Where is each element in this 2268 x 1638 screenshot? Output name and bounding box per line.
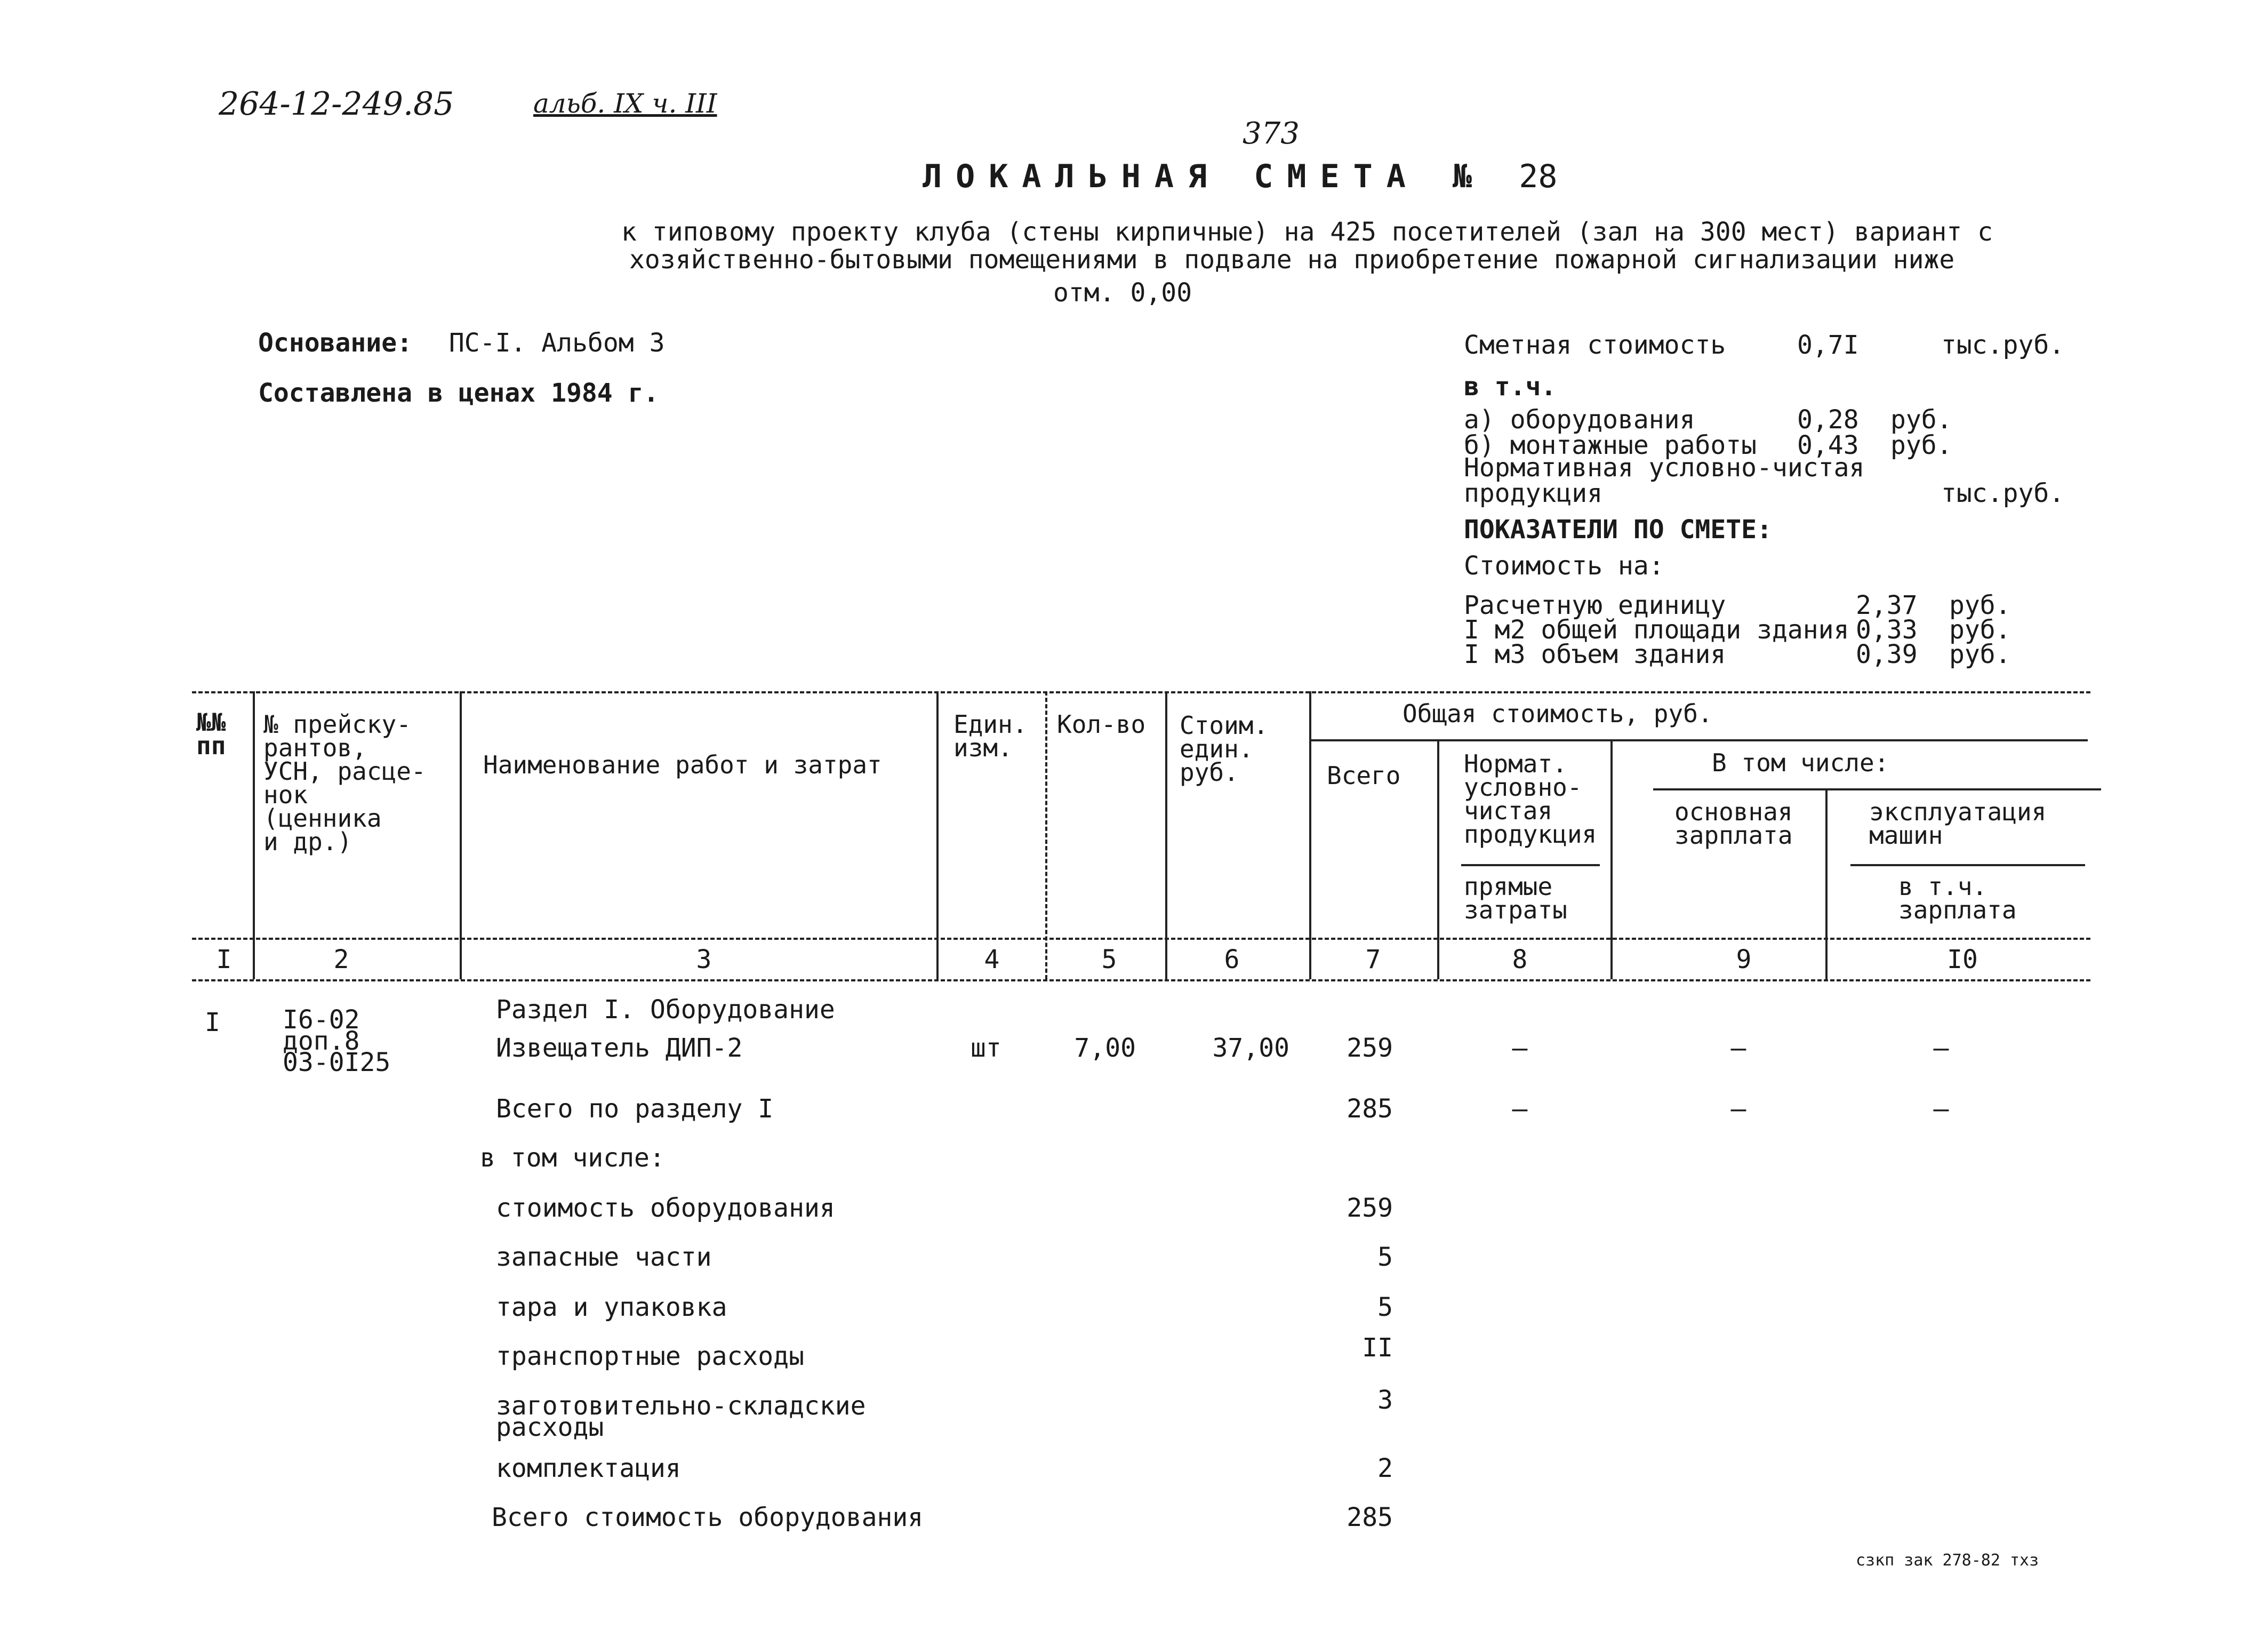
section-total-value: 285 xyxy=(1347,1094,1393,1124)
indicator-value: 0,39 xyxy=(1856,640,1918,669)
basis-line xyxy=(258,330,664,356)
including-subheading: в том числе: xyxy=(480,1143,665,1173)
installation-label: б) монтажные работы xyxy=(1464,430,1757,460)
rule-under-total-header xyxy=(1309,739,2088,741)
item-quantity: 7,00 xyxy=(1074,1033,1136,1063)
section-salary-value: – xyxy=(1730,1094,1746,1124)
subtitle-line-3: отм. 0,00 xyxy=(1053,278,1192,308)
page-number: 373 xyxy=(1243,116,1300,151)
item-code: I6-02 доп.8 03-0I25 xyxy=(283,1005,391,1077)
col-divider xyxy=(1309,691,1311,979)
col-number: I0 xyxy=(1947,945,1978,974)
col-header-direct-costs: прямые затраты xyxy=(1464,872,1567,924)
page-title xyxy=(923,158,1557,195)
col-divider xyxy=(1610,741,1613,979)
installation-unit: руб. xyxy=(1890,430,1952,460)
document-code: 264-12-249.85 xyxy=(219,85,454,123)
breakdown-value: 3 xyxy=(1377,1385,1393,1415)
col-header-total: Всего xyxy=(1327,761,1401,790)
breakdown-value: II xyxy=(1362,1333,1393,1363)
breakdown-value: 259 xyxy=(1347,1193,1393,1223)
indicators-label: ПОКАЗАТЕЛИ ПО СМЕТЕ: xyxy=(1464,515,1772,545)
col-number: I xyxy=(216,945,232,974)
col-header-unit: Един. изм. xyxy=(953,710,1028,762)
col-divider xyxy=(936,691,939,979)
col-header-quantity: Кол-во xyxy=(1057,710,1146,739)
prices-line: Составлена в ценах 1984 г. xyxy=(258,378,659,408)
breakdown-label: стоимость оборудования xyxy=(496,1193,835,1223)
equipment-label: а) оборудования xyxy=(1464,405,1695,435)
installation-value: 0,43 xyxy=(1797,430,1859,460)
equipment-total-label: Всего стоимость оборудования xyxy=(492,1503,924,1532)
item-normative-value: – xyxy=(1512,1033,1528,1063)
col-header-normative: Нормат. условно- чистая продукция xyxy=(1464,749,1597,849)
col-divider xyxy=(1045,691,1047,979)
col-number: 3 xyxy=(696,945,712,974)
rule-col8-split xyxy=(1461,864,1600,866)
equipment-unit: руб. xyxy=(1890,405,1952,435)
subtitle-line-1: к типовому проекту клуба (стены кирпичные) на 425 посетителей (зал на 300 мест) вариант с xyxy=(621,217,1993,247)
indicator-unit: руб. xyxy=(1949,590,2011,620)
normative-label-2: продукция xyxy=(1464,478,1603,508)
col-number: 2 xyxy=(333,945,349,974)
item-salary-value: – xyxy=(1730,1033,1746,1063)
indicator-value: 0,33 xyxy=(1856,615,1918,645)
col-divider xyxy=(1437,741,1439,979)
header-bottom-border xyxy=(192,938,2090,940)
indicator-label: I м2 общей площади здания xyxy=(1464,615,1849,645)
item-number: I xyxy=(205,1008,220,1037)
album-reference: альб. IX ч. III xyxy=(533,88,717,119)
estimated-cost-label: Сметная стоимость xyxy=(1464,330,1726,360)
breakdown-value: 5 xyxy=(1377,1292,1393,1322)
breakdown-label: заготовительно-складские расходы xyxy=(496,1391,866,1442)
col-divider xyxy=(1825,790,1828,979)
numbers-bottom-border xyxy=(192,979,2090,981)
indicator-unit: руб. xyxy=(1949,615,2011,645)
print-mark: сзкп зак 278-82 тхз xyxy=(1856,1551,2039,1570)
estimated-cost-value: 0,7I xyxy=(1797,330,1859,360)
basis-label: Основание: xyxy=(258,328,412,358)
rule-col10-split xyxy=(1850,864,2085,866)
breakdown-label: комплектация xyxy=(496,1453,681,1483)
col-header-number: №№ пп xyxy=(196,708,226,760)
breakdown-value: 5 xyxy=(1377,1242,1393,1272)
including-label: в т.ч. xyxy=(1464,372,1557,402)
breakdown-label: тара и упаковка xyxy=(496,1292,727,1322)
rule-under-incl-header xyxy=(1653,788,2101,790)
title-number: 28 xyxy=(1519,158,1558,195)
col-number: 6 xyxy=(1224,945,1240,974)
col-header-unit-cost: Стоим. един. руб. xyxy=(1180,711,1269,787)
basis-value: ПС-I. Альбом 3 xyxy=(448,328,665,358)
breakdown-label: транспортные расходы xyxy=(496,1341,804,1371)
col-number: 7 xyxy=(1365,945,1381,974)
col-number: 8 xyxy=(1512,945,1528,974)
col-divider xyxy=(460,691,462,979)
col-group-including: В том числе: xyxy=(1712,748,1889,777)
estimated-cost-unit: тыс.руб. xyxy=(1941,330,2065,360)
item-name: Извещатель ДИП-2 xyxy=(496,1033,743,1063)
section-title: Раздел I. Оборудование xyxy=(496,995,835,1025)
indicator-unit: руб. xyxy=(1949,640,2011,669)
breakdown-label: запасные части xyxy=(496,1242,712,1272)
item-unit: шт xyxy=(971,1033,1001,1063)
section-total-label: Всего по разделу I xyxy=(496,1094,774,1124)
col-divider xyxy=(253,691,255,979)
col-divider xyxy=(1165,691,1167,979)
col-header-pricelist: № прейску- рантов, УСН, расце- нок (ценника и др.) xyxy=(263,710,426,856)
section-machine-value: – xyxy=(1933,1094,1949,1124)
col-group-total-cost: Общая стоимость, руб. xyxy=(1403,699,1713,728)
cost-per-label: Стоимость на: xyxy=(1464,551,1664,581)
equipment-value: 0,28 xyxy=(1797,405,1859,435)
item-unit-price: 37,00 xyxy=(1212,1033,1289,1063)
indicator-label: Расчетную единицу xyxy=(1464,590,1726,620)
title-prefix: ЛОКАЛЬНАЯ СМЕТА № xyxy=(923,158,1486,195)
breakdown-value: 2 xyxy=(1377,1453,1393,1483)
item-total: 259 xyxy=(1347,1033,1393,1063)
indicator-label: I м3 объем здания xyxy=(1464,640,1726,669)
item-machine-value: – xyxy=(1933,1033,1949,1063)
subtitle-line-2: хозяйственно-бытовыми помещениями в подвале на приобретение пожарной сигнализации ниже xyxy=(629,245,1955,275)
col-number: 4 xyxy=(984,945,1000,974)
table-top-border xyxy=(192,691,2090,693)
col-header-machine-operation: эксплуатация машин xyxy=(1869,797,2047,850)
col-header-machine-salary: в т.ч. зарплата xyxy=(1898,872,2017,924)
normative-unit: тыс.руб. xyxy=(1941,478,2065,508)
indicator-value: 2,37 xyxy=(1856,590,1918,620)
normative-label-1: Нормативная условно-чистая xyxy=(1464,453,1865,483)
col-header-name: Наименование работ и затрат xyxy=(483,750,882,779)
col-number: 9 xyxy=(1736,945,1752,974)
equipment-total-value: 285 xyxy=(1347,1503,1393,1532)
section-normative-value: – xyxy=(1512,1094,1528,1124)
col-header-base-salary: основная зарплата xyxy=(1674,797,1793,850)
col-number: 5 xyxy=(1101,945,1117,974)
